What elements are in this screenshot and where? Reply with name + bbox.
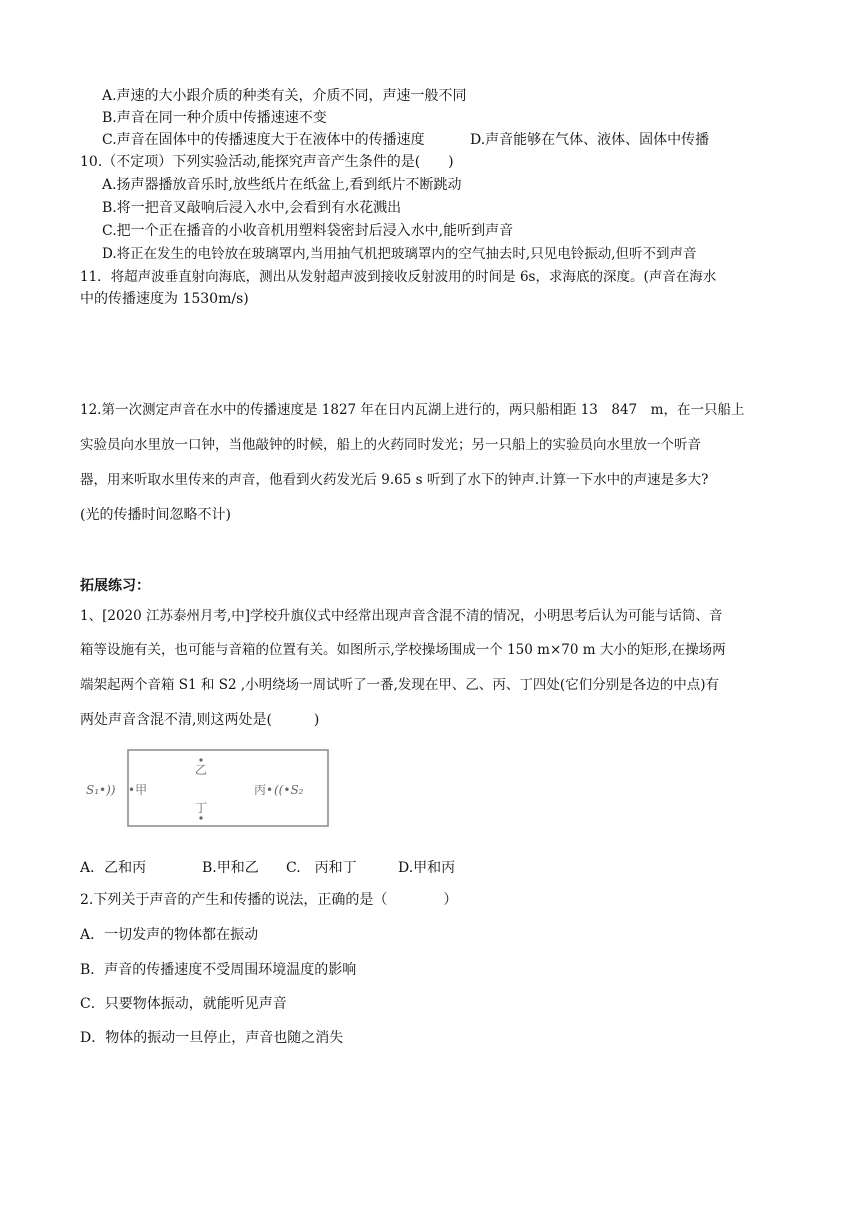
yi-label: 乙 (195, 763, 208, 777)
ext-q1-line-1: 1、[2020 江苏泰州月考,中]学校升旗仪式中经常出现声音含混不清的情况，小明思考后认为可能与话筒、音 (80, 608, 723, 624)
q10-option-b: B.将一把音叉敲响后浸入水中,会看到有水花溅出 (102, 200, 402, 216)
ext-q1-line-2: 箱等设施有关，也可能与音箱的位置有关。如图所示,学校操场围成一个 150 m×70 m 大小的矩形,在操场两 (80, 642, 726, 658)
q11-line-2: 中的传播速度为 1530m/s) (80, 291, 249, 307)
ext-q1-option-a: A．乙和丙 (80, 860, 147, 876)
speaker-s1-label: S₁•)) (86, 783, 116, 797)
ext-q2-stem: 2.下列关于声音的产生和传播的说法，正确的是（ ） (80, 892, 458, 908)
playground-figure (84, 748, 334, 830)
ext-q1-option-d: D.甲和丙 (398, 860, 456, 876)
q10-stem: 10.（不定项）下列实验活动,能探究声音产生条件的是( ) (80, 154, 454, 170)
q9-option-b: B.声音在同一种介质中传播速速不变 (102, 110, 327, 126)
speaker-s2-label: ((•S₂ (274, 783, 304, 797)
q10-option-a: A.扬声器播放音乐时,放些纸片在纸盆上,看到纸片不断跳动 (102, 177, 462, 193)
q12-line-3: 器，用来听取水里传来的声音，他看到火药发光后 9.65 s 听到了水下的钟声.计算一下水中的声速是多大? (80, 472, 709, 488)
ext-q1-option-c: C. 丙和丁 (286, 860, 357, 876)
ext-q2-option-b: B．声音的传播速度不受周围环境温度的影响 (80, 962, 357, 978)
ding-label: 丁 (195, 801, 208, 815)
q9-option-c: C.声音在固体中的传播速度大于在液体中的传播速度 (102, 132, 425, 148)
q12-line-2: 实验员向水里放一口钟，当他敲钟的时候，船上的火药同时发光；另一只船上的实验员向水里放一个听音 (80, 437, 701, 453)
ext-q1-line-3: 端架起两个音箱 S1 和 S2 ,小明绕场一周试听了一番,发现在甲、乙、丙、丁四处(它们分别是各边的中点)有 (80, 677, 719, 693)
q9-option-a: A.声速的大小跟介质的种类有关，介质不同，声速一般不同 (102, 88, 467, 104)
ext-q2-option-c: C．只要物体振动，就能听见声音 (80, 996, 287, 1012)
ext-q1-line-4: 两处声音含混不清,则这两处是( ) (80, 712, 320, 728)
q10-option-c: C.把一个正在播音的小收音机用塑料袋密封后浸入水中,能听到声音 (102, 223, 514, 239)
q12-line-4: (光的传播时间忽略不计) (80, 507, 231, 523)
ext-q2-option-a: A．一切发声的物体都在振动 (80, 927, 259, 943)
bing-label: 丙• (254, 783, 274, 797)
extension-heading: 拓展练习： (80, 578, 150, 594)
ext-q1-option-b: B.甲和乙 (202, 860, 259, 876)
q9-option-d: D.声音能够在气体、液体、固体中传播 (470, 132, 710, 148)
q11-line-1: 11．将超声波垂直射向海底，测出从发射超声波到接收反射波用的时间是 6s，求海底的深度。(声音在海水 (80, 269, 717, 285)
q10-option-d: D.将正在发生的电铃放在玻璃罩内,当用抽气机把玻璃罩内的空气抽去时,只见电铃振动,但听不到声音 (102, 246, 697, 262)
q12-line-1: 12.第一次测定声音在水中的传播速度是 1827 年在日内瓦湖上进行的，两只船相距 13 847 m，在一只船上 (80, 402, 745, 418)
jia-label: •甲 (128, 783, 148, 797)
ext-q2-option-d: D．物体的振动一旦停止，声音也随之消失 (80, 1030, 344, 1046)
